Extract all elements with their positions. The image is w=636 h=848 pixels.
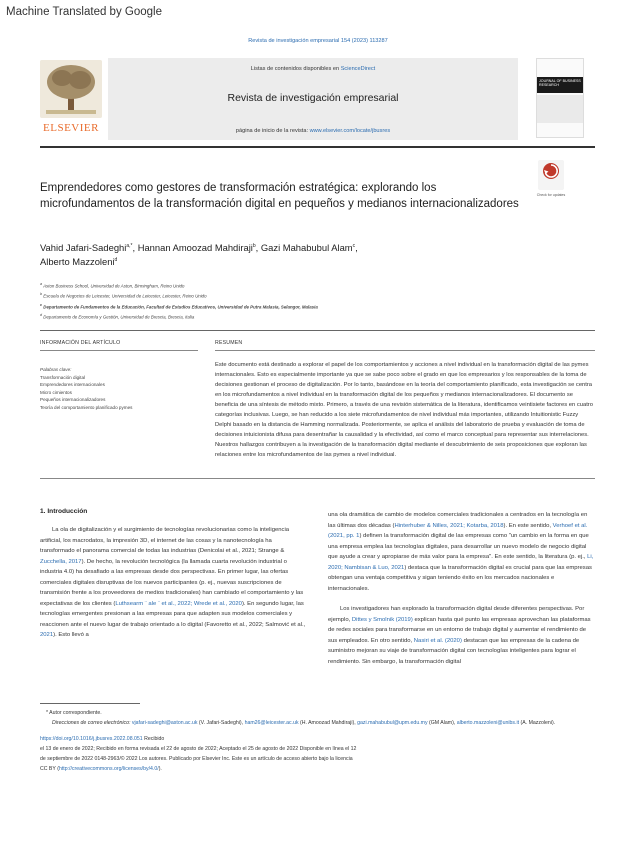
contents-line: Listas de contenidos disponibles en ScienceDirect <box>250 66 376 72</box>
paragraph: una ola dramática de cambio de modelos comerciales tradicionales a centrados en la tecnología en las últimas dos décadas (Hinterhuber & Nilles, 2021; Kotarba, 2018). En este sentido, Verhoef et al. (2021, pp. 1) definen la transformación digital de las empresas como "un cambio en la forma en que una empresa emplea las tecnologías digitales, para desarrollar un nuevo modelo de negocio digital que ayude a crear y apropiarse de más valor para la empresa". En este sentido, la literatura (p. ej., Li, 2020; Nambisan & Luo, 2021) destaca que la transformación digital es crucial para que las empresas obtengan una ventaja competitiva y sigan teniendo éxito en los mercados nacionales e internacionales. <box>328 512 594 592</box>
affiliation-item: $^d$ Departamento de Economía y Gestión, Universidad de Brescia, Brescia, Italia <box>40 313 195 320</box>
author-name[interactable]: Vahid Jafari-Sadeghi <box>40 242 127 254</box>
keyword-item: Teoría del comportamiento planificado pymes <box>40 404 133 410</box>
article-history: el 13 de enero de 2022; Recibido en forma revisada el 22 de agosto de 2022; Aceptado el 25 de agosto de 2022 Disponible en línea el 12 de septiembre de 2022 0148-2963/© 2022 Los autores. Publicado por Elsevier Inc. Este es un artículo de acceso abierto bajo la licencia CC BY (http://creativecommons.org/licenses/by/4.0/). <box>40 746 357 772</box>
elsevier-wordmark: ELSEVIER <box>43 122 99 134</box>
journal-cover-image <box>536 58 584 138</box>
keywords-list <box>40 366 200 411</box>
affiliation-item: $^a$ Aston Business School, Universidad de Aston, Birmingham, Reino Unido <box>40 282 185 289</box>
abstract-body: Este documento está destinado a explorar el papel de los comportamientos y acciones a nivel individual en la transformación digital de las pymes internacionales. Esto es especialmente importante ya que se sabe poco sobre el grado en que los empresarios y los responsables de la toma de decisiones gestionan el proceso de digitalización. Por lo tanto, basándose en la teoría del comportamiento planificado, esta investigación se centra en los microfundamentos a nivel individual en la transformación digital de los pequeños y medianos internacionalizadores. El documento se beneficia de una síntesis de método mixto. Primero, a través de una revisión sistemática de la literatura, identificamos veintisiete factores en cuatro categorías inclusivas. Luego, se han reducido a los siete microfundamentos de nivel individual más importantes, utilizando Intuitionistic Fuzzy Delphi basado en la distancia de Hamming normalizada. Posteriormente, se aplica el análisis del laboratorio de prueba y evaluación de toma de decisiones intuicionista difusa para desentrañar la causalidad y la efectividad, así como el marco conceptual para representar sus interrelaciones. Nuestros hallazgos contribuyen a la investigación de la transformación digital mediante el descubrimiento de seis proposiciones que exploran las relaciones entre los microfundamentos de las pymes a nivel individual. <box>215 362 593 458</box>
journal-name: Revista de investigación empresarial <box>227 92 399 104</box>
citation-link[interactable]: Verhoef et al. (2021, pp. 1 <box>328 522 588 539</box>
citation-link[interactable]: Zucchella, 2017 <box>40 558 82 565</box>
doi-link[interactable]: https://doi.org/10.1016/j.jbusres.2022.08.051 <box>40 736 143 742</box>
doi-line: https://doi.org/10.1016/j.jbusres.2022.08.051 Recibido <box>40 736 165 742</box>
paragraph: La ola de digitalización y el surgimiento de tecnologías revolucionarias como la inteligencia artificial, los macrodatos, la impresión 3D, el internet de las cosas y la nanotecnología ha transformado el panorama comercial de todas las industrias (Denicolai et al., 2021; Strange & Zucchella, 2017). De hecho, la revolución tecnológica (la llamada cuarta revolución industrial o industria 4.0) ha desafiado a las empresas desde dos perspectivas. En primer lugar, las ofertas comerciales digitales disruptivas de los nuevos participantes (p. ej., nuevas suscripciones de transmisión frente a los proveedores de medios tradicionales) han cambiado el comportamiento y las expectativas de los clientes (Luthsearm ¨ ale ¨ et al., 2022; Wrede et al., 2020). En segundo lugar, las tecnologías emergentes presionan a las empresas para que adapten sus modelos comerciales y reaccionen ante el nuevo lugar de trabajo orientado a lo digital (Favoretto et al., 2022; Salmović et al., 2021). Esto llevó a <box>40 527 306 638</box>
machine-translation-banner: Machine Translated by Google <box>6 6 162 18</box>
author-affiliation-mark: d <box>114 257 118 264</box>
check-for-updates-label: Check for updates <box>536 193 566 197</box>
license-link[interactable]: http://creativecommons.org/licenses/by/4.0/ <box>58 766 159 772</box>
header-divider <box>40 146 595 148</box>
keyword-item: Emprendedores internacionales <box>40 382 105 387</box>
article-info-rule <box>40 350 198 351</box>
keyword-item: Pequeños internacionalizadores <box>40 397 106 402</box>
paper-title: Emprendedores como gestores de transformación estratégica: explorando los microfundamentos de la transformación digital en pequeños y medianos internacionalizadores <box>40 182 519 210</box>
author-name[interactable]: Gazi Mahabubul Alam <box>260 242 353 254</box>
author-name[interactable]: Alberto Mazzoleni <box>40 256 115 268</box>
body-column-right <box>328 510 596 667</box>
keyword-item: Transformación digital <box>40 374 86 380</box>
affiliation-item: $^b$ Escuela de Negocios de Leicester, Universidad de Leicester, Leicester, Reino Unido <box>40 292 207 299</box>
keywords-label: Palabras clave: <box>40 367 72 372</box>
author-affiliation-mark: b <box>252 243 256 249</box>
email-link[interactable]: ham26@leicester.ac.uk <box>244 720 299 726</box>
journal-header <box>108 58 518 140</box>
cover-title: JOURNAL OF BUSINESS RESEARCH <box>539 79 581 87</box>
body-divider <box>40 478 595 479</box>
footnotes <box>40 708 595 774</box>
email-line: Direcciones de correo electrónico: vjafari-sadeghi@aston.ac.uk (V. Jafari-Sadeghi), ham26@leicester.ac.uk (H. Amoozad Mahdiraji), gazi.mahabubul@upm.edu.my (GM Alam), alberto.mazzoleni@unibs.it (A. Mazzoleni). <box>52 720 556 726</box>
homepage-line: página de inicio de la revista: www.elsevier.com/locate/jbusres <box>235 128 391 134</box>
abstract-heading: RESUMEN <box>215 340 243 346</box>
affiliation-item: $^c$ Departamento de Fundamentos de la Educación, Facultad de Estudios Educativos, Universidad de Putra Malasia, Selangor, Malasia <box>40 302 318 310</box>
footnote-divider <box>40 703 140 704</box>
section-heading-introduction: 1. Introducción <box>40 508 88 515</box>
info-divider <box>40 330 595 331</box>
article-info-heading: INFORMACIÓN DEL ARTÍCULO <box>40 340 121 346</box>
paragraph: Los investigadores han explorado la transformación digital desde diferentes perspectivas. Por ejemplo, Dittes y Smolnik (2019) explican hasta qué punto las empresas aprovechan las plataformas de redes sociales para transformarse en un entorno de trabajo digital y aumentar el rendimiento de sus empleados. En otro sentido, Nasiri et al. (2020) destacan que las empresas de la cadena de suministro mejoran su viaje de transformación digital con tecnologías inteligentes para lograr el rendimiento. Sin embargo, la transformación digital <box>328 606 591 665</box>
journal-citation[interactable]: Revista de investigación empresarial 154 (2023) 113287 <box>248 38 388 44</box>
abstract-rule <box>215 350 595 351</box>
email-link[interactable]: alberto.mazzoleni@unibs.it <box>456 720 520 726</box>
email-link[interactable]: gazi.mahabubul@upm.edu.my <box>357 720 428 726</box>
citation-link[interactable]: Dittes y Smolnik (2019) <box>351 616 413 623</box>
citation-link[interactable]: 2021 <box>40 632 54 638</box>
corresponding-author-note: * Autor correspondiente. <box>46 710 102 716</box>
journal-homepage-link[interactable]: www.elsevier.com/locate/jbusres <box>309 128 391 134</box>
keyword-item: Micro cimientos <box>40 389 72 395</box>
elsevier-tree-logo <box>40 60 102 118</box>
author-affiliation-mark: c <box>352 243 356 249</box>
citation-link[interactable]: Hinterhuber & Nilles, 2021; Kotarba, 2018 <box>394 522 504 529</box>
author-list: Vahid Jafari-Sadeghi$^{a,*}$, Hannan Amoozad Mahdiraji$^b$, Gazi Mahabubul Alam$^c$, Alberto Mazzoleni$^d$ <box>40 242 358 268</box>
sciencedirect-link[interactable]: ScienceDirect <box>340 66 376 72</box>
citation-link[interactable]: Li, 2020; Nambisan & Luo, 2021 <box>328 554 594 571</box>
email-link[interactable]: vjafari-sadeghi@aston.ac.uk <box>131 720 198 726</box>
affiliations <box>40 280 580 322</box>
author-name[interactable]: Hannan Amoozad Mahdiraji <box>137 242 253 254</box>
body-column-left <box>40 525 308 641</box>
citation-link[interactable]: Nasiri et al. (2020) <box>413 637 462 644</box>
check-for-updates-badge[interactable] <box>538 160 564 190</box>
citation-link[interactable]: Luthsearm ¨ ale ¨ et al., 2022; Wrede et al., 2020 <box>115 600 242 607</box>
author-affiliation-mark: a,* <box>126 243 133 249</box>
